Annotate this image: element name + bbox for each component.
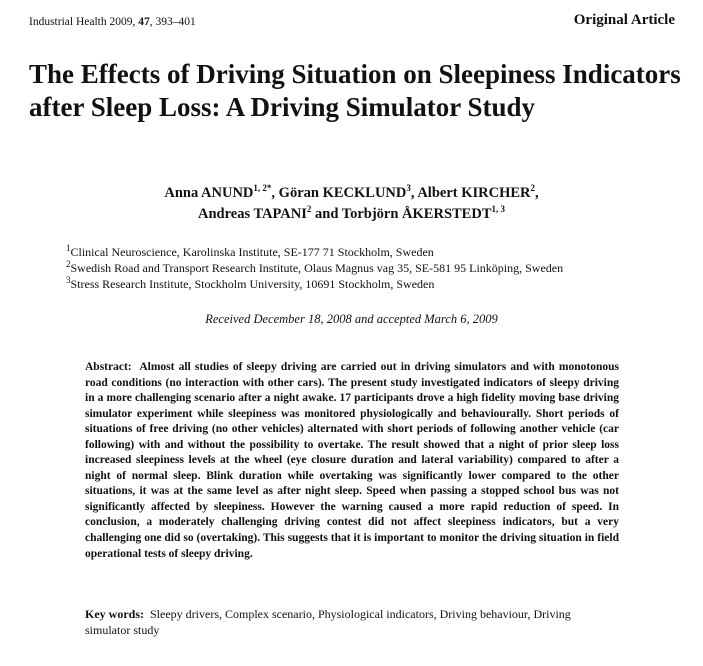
- keywords-text: Sleepy drivers, Complex scenario, Physiological indicators, Driving behaviour, Driving simulator study: [85, 607, 571, 637]
- keywords-label: Key words:: [85, 607, 144, 621]
- keywords: [85, 606, 619, 638]
- author-name: , Albert KIRCHER: [410, 185, 531, 201]
- affiliation-text: Clinical Neuroscience, Karolinska Institute, SE-177 71 Stockholm, Sweden: [70, 245, 434, 259]
- author-affiliation-mark: 2: [530, 183, 535, 194]
- author-affiliation-mark: 2: [306, 204, 312, 215]
- abstract: [85, 360, 619, 562]
- affiliation-list: [66, 244, 563, 292]
- affiliation-item: [66, 260, 563, 276]
- author-name: and Torbjörn ÅKERSTEDT: [311, 206, 492, 222]
- affiliation-text: Swedish Road and Transport Research Institute, Olaus Magnus vag 35, SE-581 95 Linköping, Sweden: [70, 261, 564, 275]
- author-list: [0, 183, 703, 225]
- abstract-text: Almost all studies of sleepy driving are carried out in driving simulators and with monotonous road conditions (no interaction with other cars). The present study investigated indicators of sleepy driving in a more challenging scenario after a night awake. 17 participants drove a high fidelity moving base driving simulator experiment while sleepiness was monitored physiologically and behaviourally. Short periods of situations of free driving (no other vehicles) alternated with short periods of following another vehicle (car following) with and without the possibility to overtake. The result showed that a night of prior sleep loss increased sleepiness levels at the wheel (eye closure duration and lateral variability) compared to after a night of normal sleep. Blink duration while overtaking was significantly lower compared to the other situations, it was at the same level as after night sleep. Speed when passing a stopped school bus was not significantly affected by sleepiness. However the warning caused a more rapid reduction of speed. In conclusion, a moderately challenging driving contest did not affect sleepiness indicators, but a very challenging one did so (overtaking). This suggests that it is important to monitor the driving situation in field operational tests of sleepy driving.: [85, 361, 619, 560]
- journal-pages: , 393–401: [149, 16, 196, 28]
- affiliation-number: 3: [66, 275, 71, 285]
- author-affiliation-mark: 3: [406, 183, 411, 194]
- article-type: Original Article: [573, 12, 675, 28]
- author-affiliation-mark: 1, 2*: [253, 183, 272, 194]
- affiliation-number: 1: [66, 243, 71, 253]
- received-date: Received December 18, 2008 and accepted March 6, 2009: [205, 312, 498, 326]
- affiliation-text: Stress Research Institute, Stockholm University, 10691 Stockholm, Sweden: [70, 277, 435, 291]
- journal-citation: [29, 16, 196, 28]
- affiliation-number: 2: [66, 259, 71, 269]
- affiliation-item: [66, 244, 563, 260]
- author-name: Anna ANUND: [164, 185, 254, 201]
- author-affiliation-mark: 1, 3: [491, 204, 505, 215]
- author-name: , Göran KECKLUND: [271, 185, 407, 201]
- author-name: Andreas TAPANI: [197, 206, 307, 222]
- author-line-2: [0, 204, 703, 225]
- journal-volume: 47: [138, 16, 150, 28]
- paper-title: The Effects of Driving Situation on Sleepiness Indicators after Sleep Loss: A Driving Simulator Study: [29, 59, 681, 122]
- abstract-label: Abstract:: [85, 361, 132, 373]
- author-line-1: Anna $ANUND^{1, 2*}$, Göran KECKLUND$^3$, Albert KIRCHER$^2$,: [164, 183, 539, 201]
- journal-prefix: Industrial Health 2009,: [29, 16, 139, 28]
- affiliation-item: [66, 276, 563, 292]
